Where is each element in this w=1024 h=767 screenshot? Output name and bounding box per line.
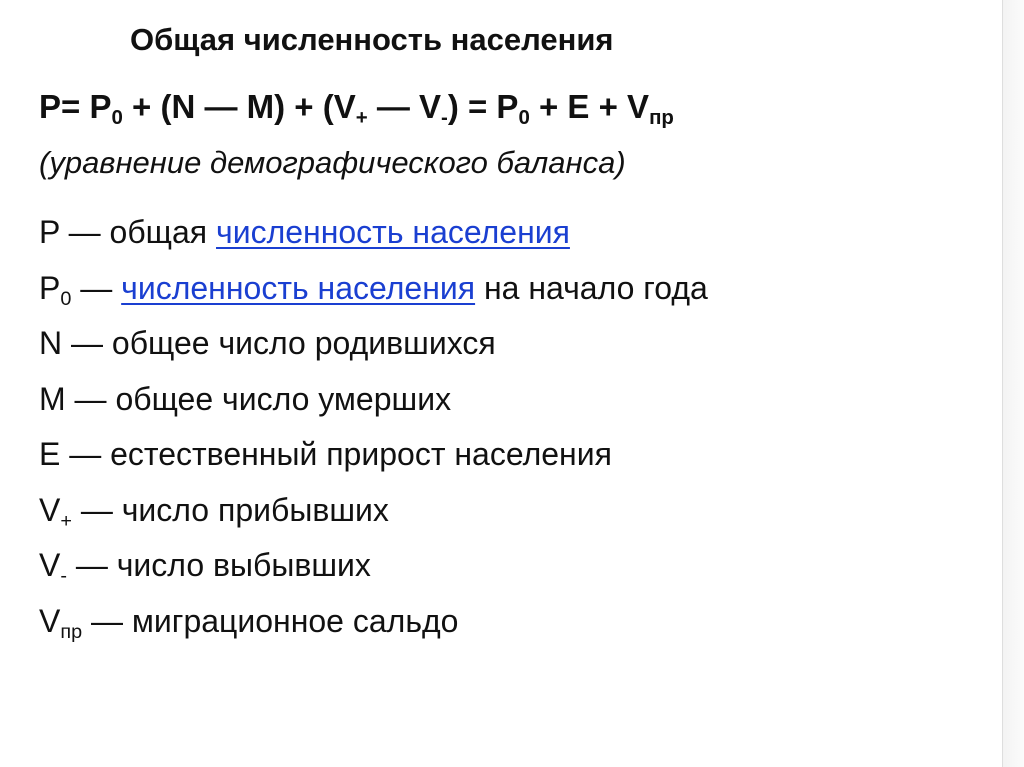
definition-symbol: E xyxy=(39,436,61,472)
slide-edge xyxy=(1002,0,1024,767)
definition-text: число выбывших xyxy=(116,547,371,583)
definition-dash: — xyxy=(71,491,122,528)
formula-part1: + (N — M) + (V xyxy=(122,88,356,125)
formula-p0-sub: 0 xyxy=(111,106,123,130)
definition-symbol-sub: 0 xyxy=(60,287,72,310)
definition-item xyxy=(39,488,708,544)
definition-text: миграционное сальдо xyxy=(131,602,459,639)
definition-symbol: N xyxy=(39,325,63,361)
definition-symbol: P xyxy=(39,269,61,306)
definition-dash: — xyxy=(62,325,112,361)
formula-vminus-sub: - xyxy=(441,106,448,130)
formula-p0: P xyxy=(89,88,112,125)
definition-dash: — xyxy=(71,269,122,306)
population-link[interactable]: численность населения xyxy=(216,214,570,250)
definition-dash: — xyxy=(65,380,116,417)
definition-text: общее число умерших xyxy=(115,380,452,417)
formula-p0b-sub: 0 xyxy=(518,106,530,130)
definition-text-after: на начало года xyxy=(475,269,708,306)
definition-item xyxy=(39,321,708,377)
formula-part3: ) = P xyxy=(447,88,519,125)
slide-title: Общая численность населения xyxy=(130,22,614,57)
definition-dash: — xyxy=(59,214,110,250)
definition-item xyxy=(39,543,708,599)
formula-part2: — V xyxy=(367,88,442,125)
formula-eq: = xyxy=(61,88,90,125)
definition-symbol-sub: пр xyxy=(60,620,83,643)
definition-symbol-sub: - xyxy=(60,564,67,587)
formula-vpr-sub: пр xyxy=(649,106,674,130)
definition-dash: — xyxy=(82,602,132,639)
definition-symbol: M xyxy=(39,380,66,417)
population-link[interactable]: численность населения xyxy=(121,269,476,306)
definitions-list xyxy=(39,210,708,654)
formula-vplus-sub: + xyxy=(355,106,368,130)
definition-text: общее число родившихся xyxy=(111,325,496,361)
definition-text: естественный прирост населения xyxy=(110,436,612,472)
definition-item xyxy=(39,210,708,266)
definition-symbol: V xyxy=(39,602,61,639)
definition-symbol: P xyxy=(39,214,60,250)
definition-text: число прибывших xyxy=(121,491,389,528)
definition-symbol: V xyxy=(39,491,61,528)
definition-text: общая xyxy=(109,214,217,250)
definition-item xyxy=(39,266,708,322)
definition-item xyxy=(39,599,708,655)
definition-symbol-sub: + xyxy=(60,509,72,532)
definition-dash: — xyxy=(66,547,117,583)
balance-formula xyxy=(39,88,674,130)
formula-part4: + E + V xyxy=(529,88,650,125)
definition-item xyxy=(39,432,708,488)
definition-symbol: V xyxy=(39,547,61,583)
definition-dash: — xyxy=(60,436,111,472)
formula-p: P xyxy=(39,88,62,125)
definition-item xyxy=(39,377,708,433)
formula-caption: (уравнение демографического баланса) xyxy=(39,145,626,180)
